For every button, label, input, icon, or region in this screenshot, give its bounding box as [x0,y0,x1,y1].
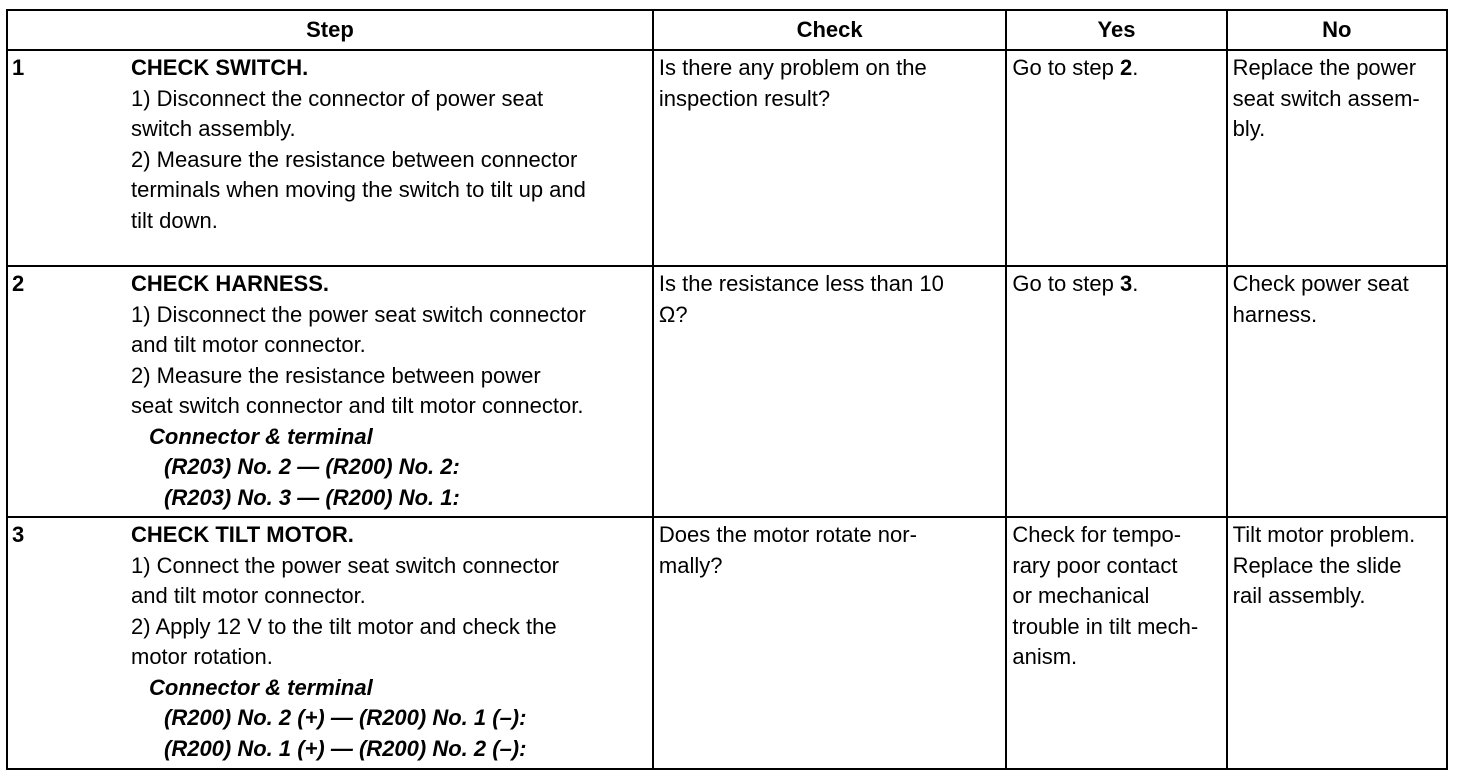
check-cell [653,50,1006,266]
step-line: 1) Connect the power seat switch connector [131,552,560,578]
step-number: 1 [12,55,25,80]
step-title: CHECK HARNESS. [131,271,330,296]
step-line: and tilt motor connector. [131,583,366,608]
check-line: mally? [658,552,723,578]
yes-suffix: . [1132,55,1139,80]
yes-cell [1006,517,1226,769]
connector-line: (R200) No. 1 (+) — (R200) No. 2 (–): [164,735,527,761]
yes-line: Check for tempo- [1012,522,1182,547]
header-row [7,10,1447,50]
step-cell [7,517,653,769]
check-line: Is the resistance less than 10 [658,271,944,296]
step-line: seat switch connector and tilt motor connector. [131,393,584,418]
connector-heading: Connector & terminal [149,674,373,700]
step-line: switch assembly. [131,116,296,141]
table-row [7,517,1447,769]
no-line: Check power seat [1232,271,1409,296]
connector-line: (R203) No. 3 — (R200) No. 1: [164,484,460,510]
connector-line: (R203) No. 2 — (R200) No. 2: [164,454,460,479]
check-line: Ω? [658,301,688,327]
step-cell [7,50,653,266]
check-line: Is there any problem on the [658,55,927,80]
step-line: terminals when moving the switch to tilt up and [131,177,586,202]
step-line: 2) Measure the resistance between power [131,362,541,388]
table-row [7,266,1447,517]
header-yes: Yes [1006,10,1226,50]
header-step: Step [7,10,653,50]
yes-line: rary poor contact [1012,552,1178,578]
step-line: motor rotation. [131,644,273,669]
yes-cell [1006,266,1226,517]
no-line: Tilt motor problem. [1232,522,1416,547]
check-line: inspection result? [658,85,831,111]
no-line: Replace the power [1232,55,1417,80]
step-line: 2) Measure the resistance between connector [131,146,578,172]
no-cell [1227,266,1447,517]
step-cell [7,266,653,517]
step-number: 2 [12,271,25,296]
header-no: No [1227,10,1447,50]
step-ref: 2 [1120,55,1133,80]
yes-suffix: . [1132,271,1139,296]
step-line: and tilt motor connector. [131,332,366,357]
no-line: rail assembly. [1232,583,1366,608]
yes-line: anism. [1012,644,1078,669]
no-line: Replace the slide [1232,552,1402,578]
yes-text [1012,53,1221,84]
no-line: seat switch assem- [1232,85,1420,111]
step-title: CHECK SWITCH. [131,55,309,80]
no-line: harness. [1232,301,1318,327]
no-cell [1227,517,1447,769]
header-check: Check [653,10,1006,50]
connector-heading: Connector & terminal [149,423,373,449]
check-cell [653,266,1006,517]
yes-prefix: Go to step [1012,55,1120,80]
diagnostic-table [6,9,1448,770]
step-number: 3 [12,522,25,547]
yes-line: trouble in tilt mech- [1012,613,1199,639]
step-line: tilt down. [131,207,218,233]
table-row [7,50,1447,266]
check-line: Does the motor rotate nor- [658,522,917,547]
step-ref: 3 [1120,271,1133,296]
yes-cell [1006,50,1226,266]
step-line: 1) Disconnect the power seat switch connector [131,301,586,327]
step-line: 1) Disconnect the connector of power seat [131,85,544,111]
step-title: CHECK TILT MOTOR. [131,522,354,547]
connector-line: (R200) No. 2 (+) — (R200) No. 1 (–): [164,705,527,730]
yes-text [1012,269,1221,300]
no-cell [1227,50,1447,266]
yes-prefix: Go to step [1012,271,1120,296]
no-line: bly. [1232,116,1266,141]
step-line: 2) Apply 12 V to the tilt motor and check the [131,613,557,639]
check-cell [653,517,1006,769]
yes-line: or mechanical [1012,583,1150,608]
